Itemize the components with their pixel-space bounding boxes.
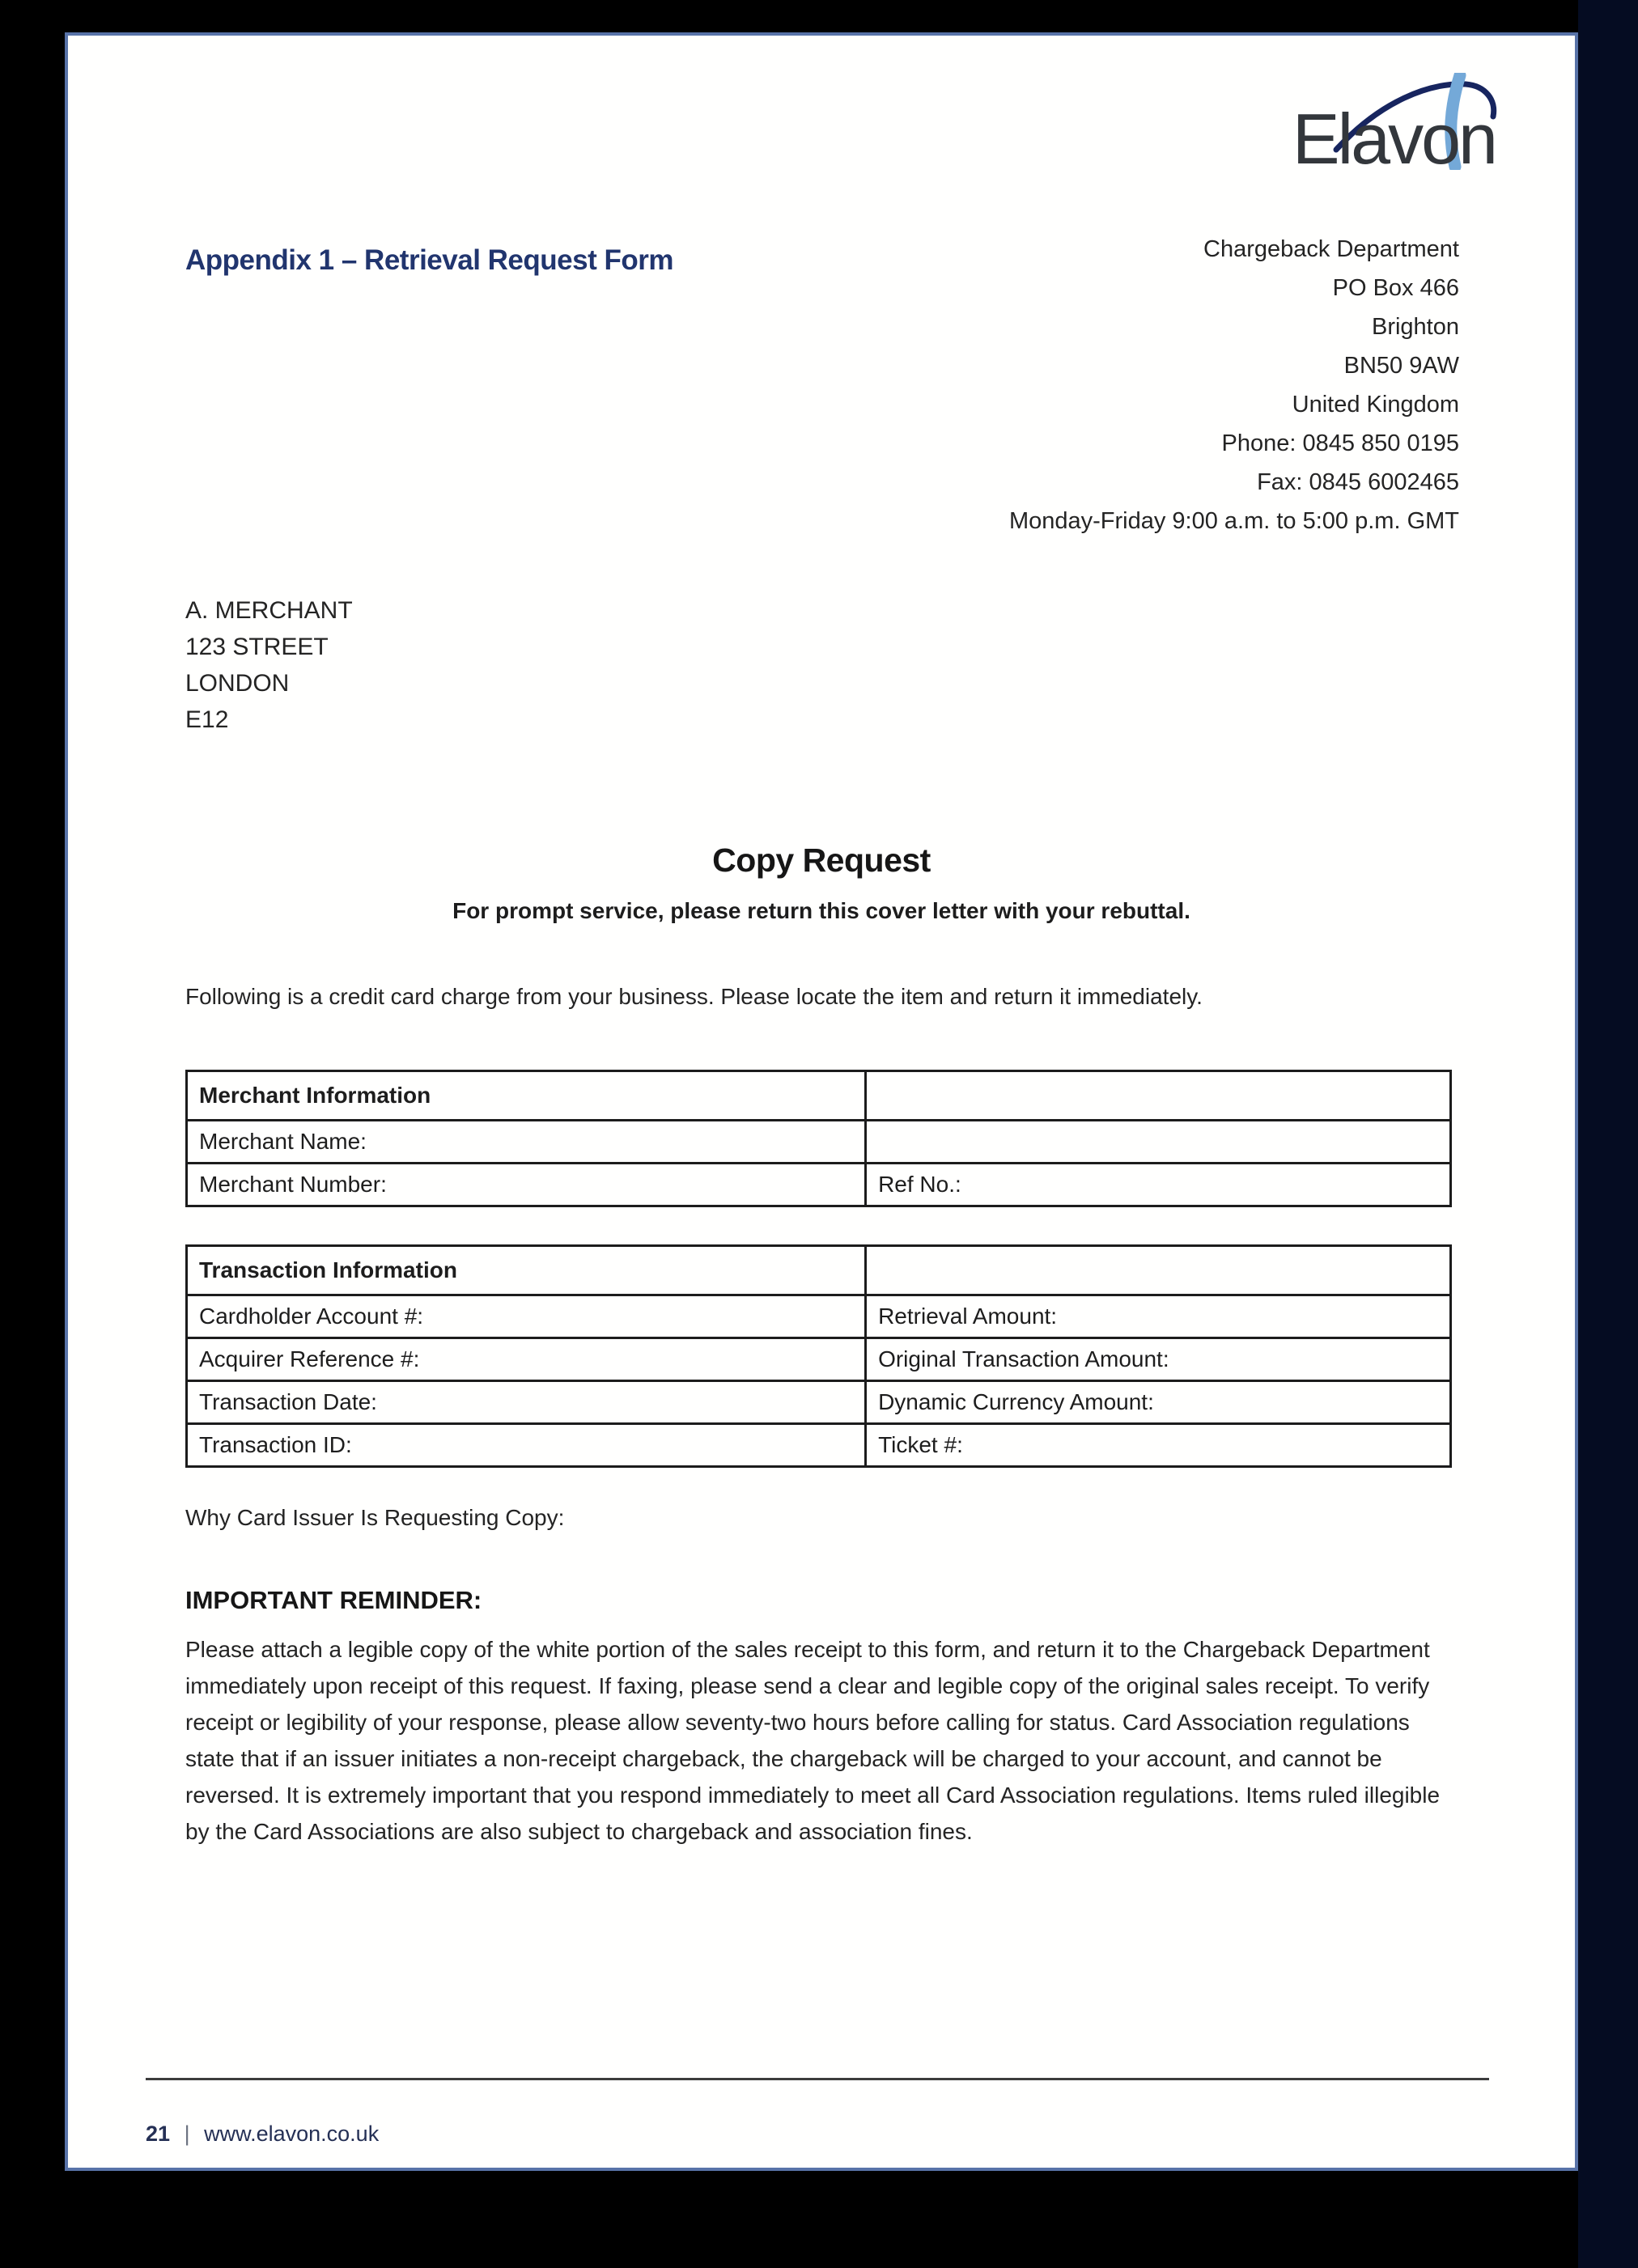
table-row bbox=[187, 1295, 1451, 1338]
address-line: BN50 9AW bbox=[1343, 353, 1459, 379]
merchant-address-line: LONDON bbox=[185, 670, 290, 697]
important-reminder-body: Please attach a legible copy of the white portion of the sales receipt to this form, and return it to the Chargeback Department immediately upon receipt of this request. If faxing, please send a clear and legible copy of the original sales receipt. To verify receipt or legibility of your response, please allow seventy-two hours before calling for status. Card Association regulations state that if an issuer initiates a non-receipt chargeback, the chargeback will be charged to your account, and cannot be reversed. It is extremely important that you respond immediately to meet all Card Association regulations. Items ruled illegible by the Card Associations are also subject to chargeback and association fines. bbox=[185, 1637, 1441, 1844]
table-row bbox=[187, 1246, 1451, 1295]
table-header-cell: Transaction Information bbox=[187, 1246, 866, 1295]
merchant-info-table bbox=[185, 1070, 1452, 1207]
table-cell: Merchant Name: bbox=[187, 1121, 866, 1164]
footer-divider bbox=[146, 2078, 1489, 2080]
address-line: PO Box 466 bbox=[1332, 275, 1459, 301]
page-number: 21 bbox=[146, 2122, 171, 2146]
table-cell bbox=[866, 1121, 1451, 1164]
table-cell bbox=[866, 1071, 1451, 1121]
table-row bbox=[187, 1121, 1451, 1164]
table-row bbox=[187, 1381, 1451, 1424]
page-title: Appendix 1 – Retrieval Request Form bbox=[185, 244, 673, 276]
address-line: Chargeback Department bbox=[1203, 236, 1459, 262]
transaction-info-table bbox=[185, 1244, 1452, 1468]
table-cell: Ref No.: bbox=[866, 1164, 1451, 1206]
table-row bbox=[187, 1164, 1451, 1206]
important-reminder-heading: IMPORTANT REMINDER: bbox=[185, 1586, 482, 1614]
table-cell: Merchant Number: bbox=[187, 1164, 866, 1206]
merchant-address-line: A. MERCHANT bbox=[185, 597, 353, 624]
copy-request-heading: Copy Request bbox=[712, 841, 931, 879]
address-line: Brighton bbox=[1371, 314, 1459, 340]
website-text: www.elavon.co.uk bbox=[204, 2122, 380, 2146]
table-cell: Original Transaction Amount: bbox=[866, 1338, 1451, 1381]
table-cell bbox=[866, 1246, 1451, 1295]
background-band bbox=[1578, 0, 1638, 2268]
footer-separator: | bbox=[184, 2122, 190, 2146]
merchant-address bbox=[185, 592, 353, 738]
elavon-logo-text: Elavon bbox=[1292, 99, 1496, 179]
address-line: United Kingdom bbox=[1292, 392, 1459, 418]
elavon-logo bbox=[1277, 74, 1496, 188]
table-header-cell: Merchant Information bbox=[187, 1071, 866, 1121]
table-cell: Transaction Date: bbox=[187, 1381, 866, 1424]
why-copy-label: Why Card Issuer Is Requesting Copy: bbox=[185, 1505, 565, 1530]
address-line: Monday-Friday 9:00 a.m. to 5:00 p.m. GMT bbox=[1008, 508, 1459, 534]
address-line: Phone: 0845 850 0195 bbox=[1221, 430, 1459, 456]
table-cell: Cardholder Account #: bbox=[187, 1295, 866, 1338]
merchant-address-line: E12 bbox=[185, 706, 229, 733]
footer bbox=[146, 2122, 379, 2147]
table-cell: Transaction ID: bbox=[187, 1424, 866, 1467]
document-page bbox=[65, 32, 1578, 2171]
table-row bbox=[187, 1424, 1451, 1467]
table-cell: Acquirer Reference #: bbox=[187, 1338, 866, 1381]
merchant-address-line: 123 STREET bbox=[185, 634, 329, 660]
address-line: Fax: 0845 6002465 bbox=[1257, 469, 1459, 495]
table-row bbox=[187, 1338, 1451, 1381]
chargeback-address bbox=[1009, 230, 1459, 541]
table-cell: Retrieval Amount: bbox=[866, 1295, 1451, 1338]
intro-text: Following is a credit card charge from your business. Please locate the item and return it immediately. bbox=[185, 984, 1203, 1009]
copy-request-subheading: For prompt service, please return this cover letter with your rebuttal. bbox=[452, 898, 1190, 923]
table-cell: Dynamic Currency Amount: bbox=[866, 1381, 1451, 1424]
table-row bbox=[187, 1071, 1451, 1121]
table-cell: Ticket #: bbox=[866, 1424, 1451, 1467]
